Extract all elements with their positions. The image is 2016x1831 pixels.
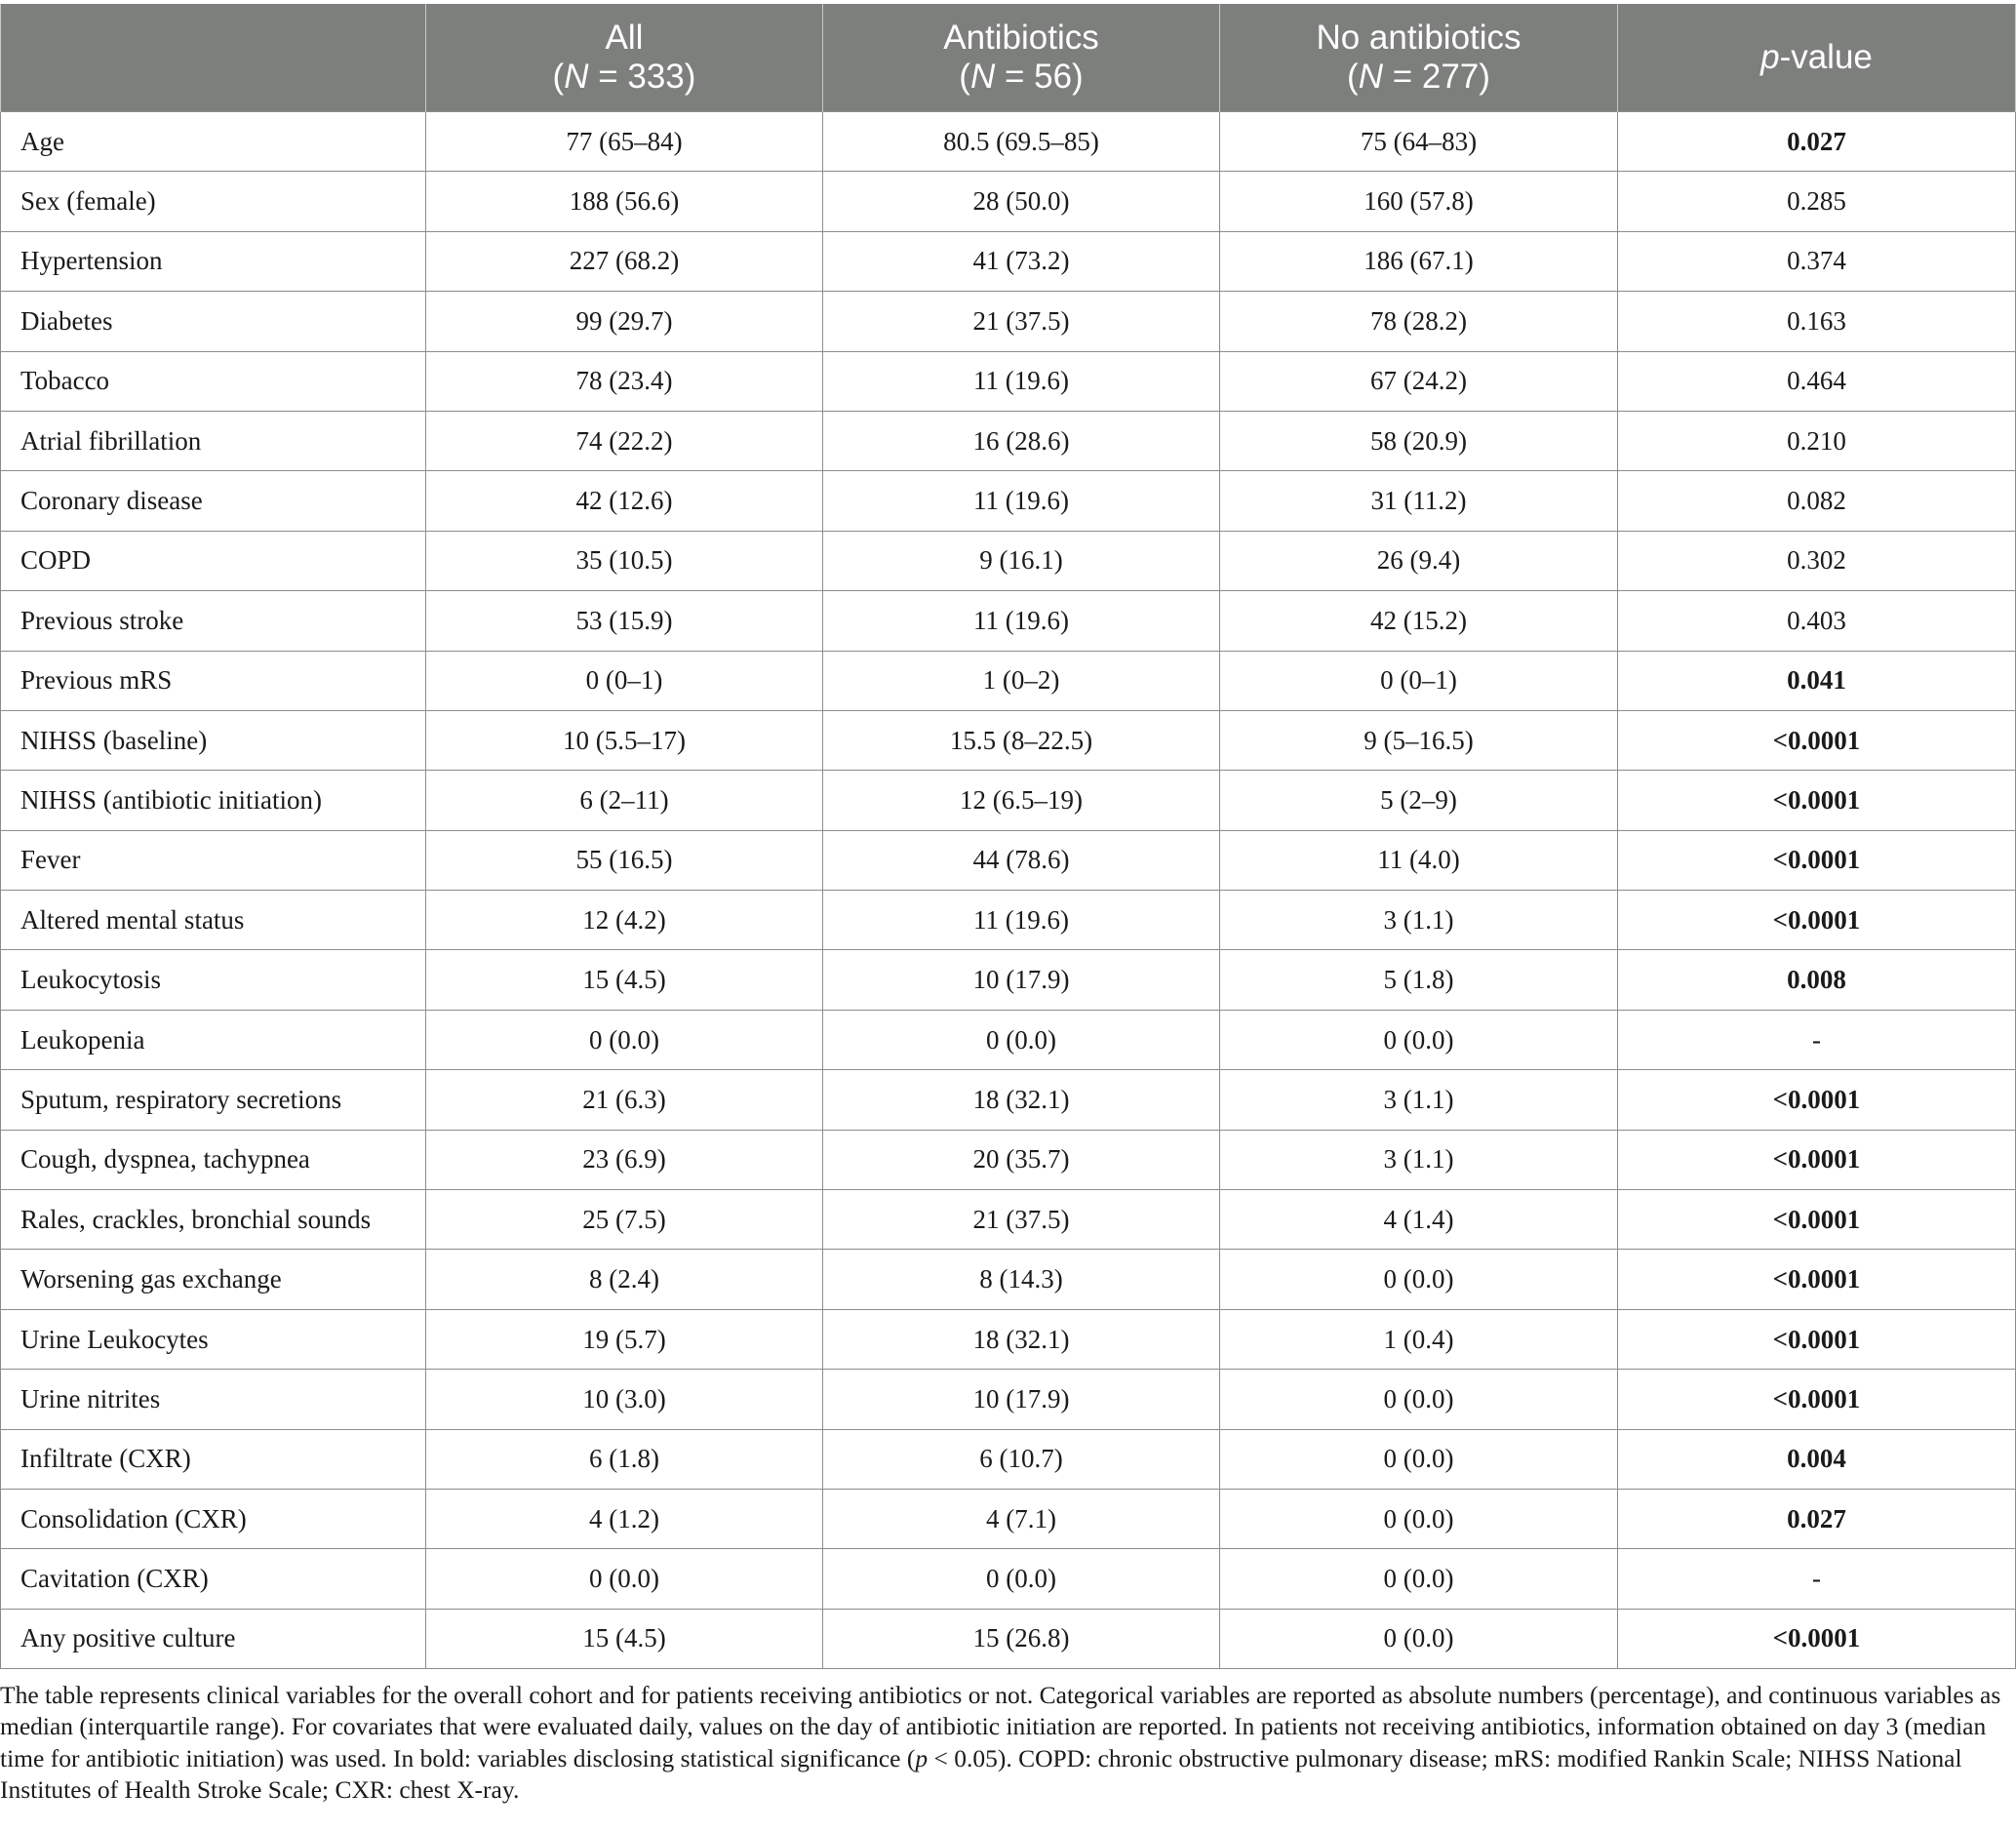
all-cell: 6 (1.8) xyxy=(426,1429,823,1489)
table-row xyxy=(1,471,2016,531)
all-cell: 4 (1.2) xyxy=(426,1489,823,1548)
variable-cell: Sputum, respiratory secretions xyxy=(1,1070,426,1130)
all-cell: 0 (0.0) xyxy=(426,1010,823,1069)
antibiotics-cell: 11 (19.6) xyxy=(823,471,1220,531)
table-row xyxy=(1,1010,2016,1069)
no-antibiotics-cell: 5 (2–9) xyxy=(1220,771,1618,830)
all-cell: 15 (4.5) xyxy=(426,950,823,1010)
variable-cell: Altered mental status xyxy=(1,891,426,950)
p-value-cell: 0.285 xyxy=(1618,172,2016,231)
no-antibiotics-cell: 3 (1.1) xyxy=(1220,1070,1618,1130)
no-antibiotics-cell: 0 (0.0) xyxy=(1220,1429,1618,1489)
table-row xyxy=(1,1250,2016,1309)
p-value-cell: <0.0001 xyxy=(1618,891,2016,950)
p-value-cell: <0.0001 xyxy=(1618,771,2016,830)
antibiotics-cell: 28 (50.0) xyxy=(823,172,1220,231)
all-cell: 10 (5.5–17) xyxy=(426,710,823,770)
p-value-cell: <0.0001 xyxy=(1618,1370,2016,1429)
header-antibiotics xyxy=(823,4,1220,112)
table-row xyxy=(1,231,2016,291)
no-antibiotics-cell: 31 (11.2) xyxy=(1220,471,1618,531)
p-value-cell: 0.027 xyxy=(1618,112,2016,172)
no-antibiotics-cell: 0 (0.0) xyxy=(1220,1489,1618,1548)
variable-cell: Previous mRS xyxy=(1,651,426,710)
variable-cell: Rales, crackles, bronchial sounds xyxy=(1,1190,426,1250)
header-antibiotics-title: Antibiotics xyxy=(943,19,1099,57)
all-cell: 0 (0–1) xyxy=(426,651,823,710)
table-row xyxy=(1,172,2016,231)
antibiotics-cell: 4 (7.1) xyxy=(823,1489,1220,1548)
variable-cell: COPD xyxy=(1,531,426,590)
all-cell: 21 (6.3) xyxy=(426,1070,823,1130)
p-value-cell: <0.0001 xyxy=(1618,710,2016,770)
antibiotics-cell: 21 (37.5) xyxy=(823,1190,1220,1250)
table-row xyxy=(1,1549,2016,1609)
variable-cell: Urine Leukocytes xyxy=(1,1309,426,1369)
antibiotics-cell: 15.5 (8–22.5) xyxy=(823,710,1220,770)
no-antibiotics-cell: 4 (1.4) xyxy=(1220,1190,1618,1250)
table-row xyxy=(1,1489,2016,1548)
no-antibiotics-cell: 78 (28.2) xyxy=(1220,292,1618,351)
no-antibiotics-cell: 75 (64–83) xyxy=(1220,112,1618,172)
all-cell: 77 (65–84) xyxy=(426,112,823,172)
header-all xyxy=(426,4,823,112)
variable-cell: Leukopenia xyxy=(1,1010,426,1069)
header-row xyxy=(1,4,2016,112)
all-cell: 53 (15.9) xyxy=(426,591,823,651)
no-antibiotics-cell: 3 (1.1) xyxy=(1220,1130,1618,1189)
table-row xyxy=(1,112,2016,172)
antibiotics-cell: 21 (37.5) xyxy=(823,292,1220,351)
all-cell: 23 (6.9) xyxy=(426,1130,823,1189)
all-cell: 25 (7.5) xyxy=(426,1190,823,1250)
antibiotics-cell: 80.5 (69.5–85) xyxy=(823,112,1220,172)
all-cell: 15 (4.5) xyxy=(426,1609,823,1668)
no-antibiotics-cell: 0 (0.0) xyxy=(1220,1370,1618,1429)
p-value-cell: 0.027 xyxy=(1618,1489,2016,1548)
all-cell: 0 (0.0) xyxy=(426,1549,823,1609)
antibiotics-cell: 10 (17.9) xyxy=(823,950,1220,1010)
p-value-cell: 0.302 xyxy=(1618,531,2016,590)
antibiotics-cell: 18 (32.1) xyxy=(823,1070,1220,1130)
variable-cell: Age xyxy=(1,112,426,172)
table-row xyxy=(1,1070,2016,1130)
all-cell: 35 (10.5) xyxy=(426,531,823,590)
antibiotics-cell: 11 (19.6) xyxy=(823,351,1220,411)
all-cell: 12 (4.2) xyxy=(426,891,823,950)
antibiotics-cell: 41 (73.2) xyxy=(823,231,1220,291)
antibiotics-cell: 15 (26.8) xyxy=(823,1609,1220,1668)
table-row xyxy=(1,351,2016,411)
variable-cell: Diabetes xyxy=(1,292,426,351)
p-value-cell: 0.210 xyxy=(1618,411,2016,470)
all-cell: 6 (2–11) xyxy=(426,771,823,830)
table-row xyxy=(1,591,2016,651)
no-antibiotics-cell: 0 (0.0) xyxy=(1220,1250,1618,1309)
table-row xyxy=(1,1429,2016,1489)
no-antibiotics-cell: 11 (4.0) xyxy=(1220,830,1618,890)
antibiotics-cell: 12 (6.5–19) xyxy=(823,771,1220,830)
p-value-cell: - xyxy=(1618,1010,2016,1069)
p-value-cell: - xyxy=(1618,1549,2016,1609)
no-antibiotics-cell: 26 (9.4) xyxy=(1220,531,1618,590)
all-cell: 19 (5.7) xyxy=(426,1309,823,1369)
table-row xyxy=(1,1370,2016,1429)
header-all-title: All xyxy=(605,19,644,57)
no-antibiotics-cell: 67 (24.2) xyxy=(1220,351,1618,411)
all-cell: 74 (22.2) xyxy=(426,411,823,470)
header-p-value: p-value xyxy=(1618,4,2016,112)
variable-cell: NIHSS (antibiotic initiation) xyxy=(1,771,426,830)
variable-cell: Worsening gas exchange xyxy=(1,1250,426,1309)
variable-cell: Consolidation (CXR) xyxy=(1,1489,426,1548)
p-value-cell: 0.403 xyxy=(1618,591,2016,651)
all-cell: 99 (29.7) xyxy=(426,292,823,351)
antibiotics-cell: 6 (10.7) xyxy=(823,1429,1220,1489)
antibiotics-cell: 20 (35.7) xyxy=(823,1130,1220,1189)
no-antibiotics-cell: 186 (67.1) xyxy=(1220,231,1618,291)
header-variable xyxy=(1,4,426,112)
p-value-cell: <0.0001 xyxy=(1618,1190,2016,1250)
header-no-antibiotics-title: No antibiotics xyxy=(1316,19,1522,57)
no-antibiotics-cell: 42 (15.2) xyxy=(1220,591,1618,651)
variable-cell: Infiltrate (CXR) xyxy=(1,1429,426,1489)
no-antibiotics-cell: 9 (5–16.5) xyxy=(1220,710,1618,770)
antibiotics-cell: 11 (19.6) xyxy=(823,591,1220,651)
table-caption: The table represents clinical variables for the overall cohort and for patients receiving antibiotics or not. Categorical variables are reported as absolute numbers (percentage), and continuous variables as median (interquartile range). For covariates that were evaluated daily, values on the day of antibiotic initiation are reported. In patients not receiving antibiotics, information obtained on day 3 (median time for antibiotic initiation) was used. In bold: variables disclosing statistical significance (p < 0.05). COPD: chronic obstructive pulmonary disease; mRS: modified Rankin Scale; NIHSS National Institutes of Health Stroke Scale; CXR: chest X-ray. xyxy=(0,1681,2001,1804)
table-row xyxy=(1,771,2016,830)
all-cell: 188 (56.6) xyxy=(426,172,823,231)
variable-cell: Atrial fibrillation xyxy=(1,411,426,470)
antibiotics-cell: 16 (28.6) xyxy=(823,411,1220,470)
header-no-antibiotics xyxy=(1220,4,1618,112)
no-antibiotics-cell: 0 (0.0) xyxy=(1220,1549,1618,1609)
variable-cell: Cavitation (CXR) xyxy=(1,1549,426,1609)
header-all-n: (N = 333) xyxy=(552,58,696,96)
header-antibiotics-n: (N = 56) xyxy=(959,58,1084,96)
antibiotics-cell: 18 (32.1) xyxy=(823,1309,1220,1369)
p-value-cell: <0.0001 xyxy=(1618,1309,2016,1369)
no-antibiotics-cell: 160 (57.8) xyxy=(1220,172,1618,231)
variable-cell: Hypertension xyxy=(1,231,426,291)
p-value-cell: 0.004 xyxy=(1618,1429,2016,1489)
antibiotics-cell: 8 (14.3) xyxy=(823,1250,1220,1309)
variable-cell: Tobacco xyxy=(1,351,426,411)
no-antibiotics-cell: 1 (0.4) xyxy=(1220,1309,1618,1369)
table-row xyxy=(1,1609,2016,1668)
header-no-antibiotics-n: (N = 277) xyxy=(1347,58,1490,96)
all-cell: 78 (23.4) xyxy=(426,351,823,411)
p-value-cell: 0.163 xyxy=(1618,292,2016,351)
table-row xyxy=(1,292,2016,351)
all-cell: 10 (3.0) xyxy=(426,1370,823,1429)
variable-cell: Fever xyxy=(1,830,426,890)
table-row xyxy=(1,891,2016,950)
variable-cell: Coronary disease xyxy=(1,471,426,531)
antibiotics-cell: 0 (0.0) xyxy=(823,1549,1220,1609)
table-row xyxy=(1,411,2016,470)
table-row xyxy=(1,1130,2016,1189)
p-value-cell: <0.0001 xyxy=(1618,1609,2016,1668)
table-row xyxy=(1,710,2016,770)
no-antibiotics-cell: 0 (0.0) xyxy=(1220,1609,1618,1668)
variable-cell: Previous stroke xyxy=(1,591,426,651)
clinical-variables-table xyxy=(0,4,2016,1669)
p-value-cell: <0.0001 xyxy=(1618,1130,2016,1189)
table-row xyxy=(1,531,2016,590)
variable-cell: Leukocytosis xyxy=(1,950,426,1010)
antibiotics-cell: 10 (17.9) xyxy=(823,1370,1220,1429)
p-value-cell: 0.008 xyxy=(1618,950,2016,1010)
antibiotics-cell: 44 (78.6) xyxy=(823,830,1220,890)
antibiotics-cell: 1 (0–2) xyxy=(823,651,1220,710)
no-antibiotics-cell: 0 (0–1) xyxy=(1220,651,1618,710)
all-cell: 8 (2.4) xyxy=(426,1250,823,1309)
p-value-cell: 0.374 xyxy=(1618,231,2016,291)
all-cell: 55 (16.5) xyxy=(426,830,823,890)
table-row xyxy=(1,950,2016,1010)
variable-cell: Any positive culture xyxy=(1,1609,426,1668)
p-value-cell: 0.082 xyxy=(1618,471,2016,531)
no-antibiotics-cell: 3 (1.1) xyxy=(1220,891,1618,950)
p-value-cell: <0.0001 xyxy=(1618,1070,2016,1130)
all-cell: 42 (12.6) xyxy=(426,471,823,531)
p-value-cell: <0.0001 xyxy=(1618,1250,2016,1309)
table-container xyxy=(0,4,2015,1669)
variable-cell: Cough, dyspnea, tachypnea xyxy=(1,1130,426,1189)
antibiotics-cell: 0 (0.0) xyxy=(823,1010,1220,1069)
table-row xyxy=(1,651,2016,710)
antibiotics-cell: 11 (19.6) xyxy=(823,891,1220,950)
all-cell: 227 (68.2) xyxy=(426,231,823,291)
variable-cell: NIHSS (baseline) xyxy=(1,710,426,770)
no-antibiotics-cell: 0 (0.0) xyxy=(1220,1010,1618,1069)
table-row xyxy=(1,830,2016,890)
variable-cell: Urine nitrites xyxy=(1,1370,426,1429)
variable-cell: Sex (female) xyxy=(1,172,426,231)
table-row xyxy=(1,1190,2016,1250)
antibiotics-cell: 9 (16.1) xyxy=(823,531,1220,590)
p-value-cell: 0.041 xyxy=(1618,651,2016,710)
table-row xyxy=(1,1309,2016,1369)
p-value-cell: 0.464 xyxy=(1618,351,2016,411)
p-value-cell: <0.0001 xyxy=(1618,830,2016,890)
no-antibiotics-cell: 58 (20.9) xyxy=(1220,411,1618,470)
no-antibiotics-cell: 5 (1.8) xyxy=(1220,950,1618,1010)
